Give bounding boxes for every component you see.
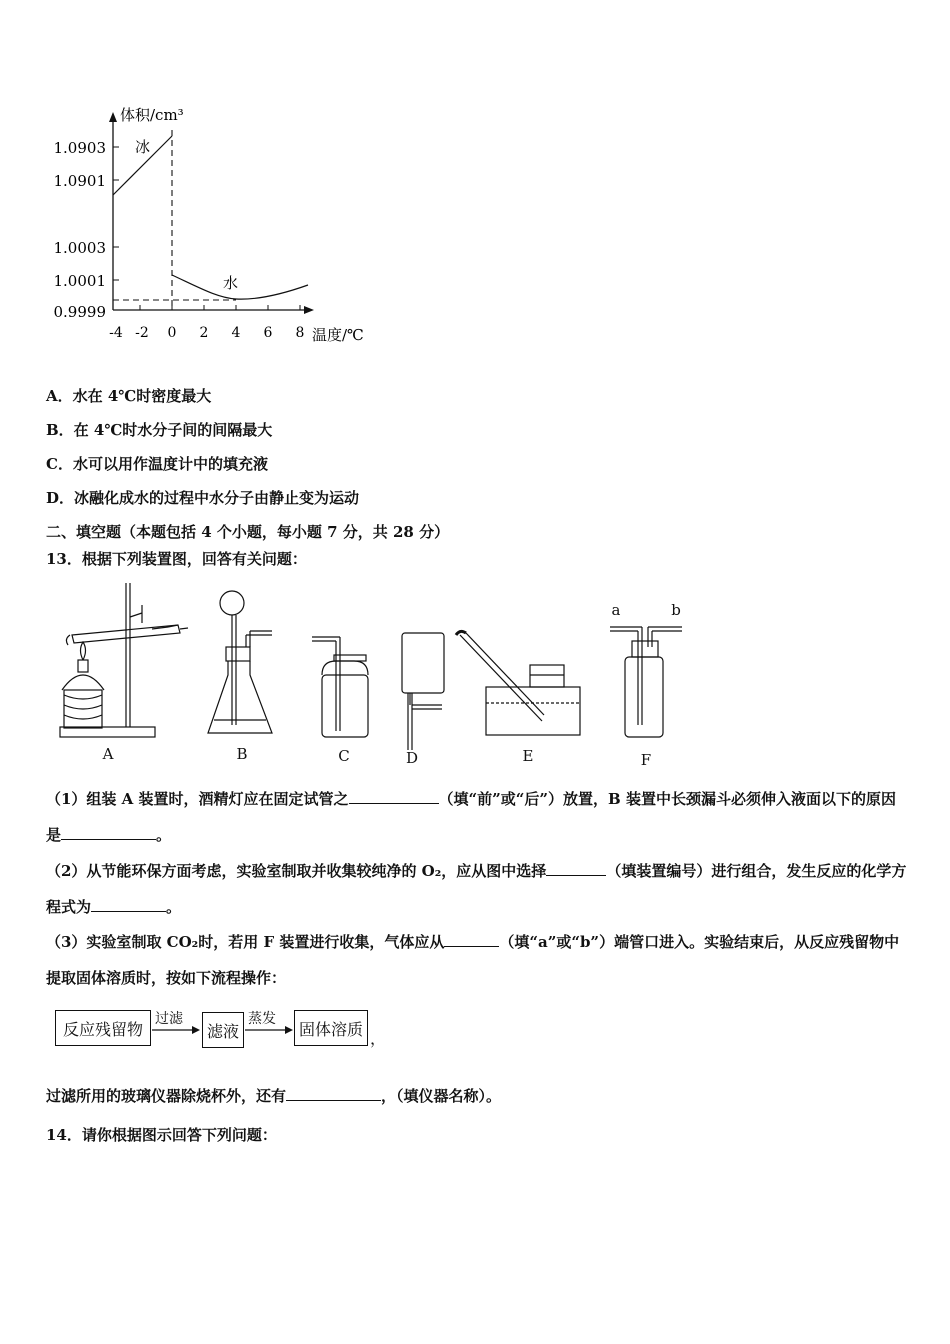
option-d: D．冰融化成水的过程中水分子由静止变为运动 xyxy=(46,489,360,507)
answer-blank-2[interactable] xyxy=(61,825,156,840)
water-label: 水 xyxy=(223,274,239,292)
x-tick-label: 6 xyxy=(263,325,273,341)
q13-part2-text-b: （填装置编号）进行组合，发生反应的化学方程式为 xyxy=(46,862,907,916)
y-tick-label: 1.0901 xyxy=(53,172,106,190)
apparatus-e-drawing xyxy=(456,631,580,735)
f-tube-b-label: b xyxy=(671,601,681,619)
apparatus-f-drawing xyxy=(610,627,682,737)
ice-label: 冰 xyxy=(135,138,151,156)
volume-temperature-graph xyxy=(40,100,400,350)
q13-part4-text-b: ，（填仪器名称）。 xyxy=(381,1087,502,1105)
q13-part1 xyxy=(46,781,908,853)
answer-blank-6[interactable] xyxy=(286,1086,381,1101)
flow-step-filter: 过滤 xyxy=(155,1011,183,1027)
apparatus-b-drawing xyxy=(208,591,272,733)
apparatus-label-e: E xyxy=(522,747,534,765)
flow-box-filtrate: 滤液 xyxy=(202,1012,244,1048)
flow-box-residue: 反应残留物 xyxy=(55,1010,151,1046)
q13-part4 xyxy=(46,1078,908,1114)
apparatus-label-c: C xyxy=(338,747,350,765)
apparatus-label-b: B xyxy=(236,745,248,763)
y-axis-arrow xyxy=(109,112,117,122)
x-axis-label: 温度/℃ xyxy=(312,326,364,344)
apparatus-figure xyxy=(50,575,700,775)
apparatus-d-drawing xyxy=(402,633,444,750)
q13-part4-text-a: 过滤所用的玻璃仪器除烧杯外，还有 xyxy=(46,1087,287,1105)
y-tick-label: 0.9999 xyxy=(53,303,106,321)
q13-part1-text-b: （填“前”或“后”）放置，B 装置中长颈漏斗必须伸入液面以下的原因是 xyxy=(46,790,896,844)
q13-part3-text-b: （填“a”或“b”）端管口进入。实验结束后，从反应残留物中提取固体溶质时，按如下流程操作： xyxy=(46,933,900,987)
flow-box-solute: 固体溶质 xyxy=(294,1010,368,1046)
q13-part2 xyxy=(46,853,908,925)
y-tick-label: 1.0001 xyxy=(53,272,106,290)
apparatus-c-drawing xyxy=(312,637,368,737)
x-tick-label: -2 xyxy=(135,325,149,341)
apparatus-a-drawing xyxy=(60,583,188,737)
x-tick-label: 0 xyxy=(167,325,177,341)
q14-title: 14．请你根据图示回答下列问题： xyxy=(46,1126,277,1144)
apparatus-label-a: A xyxy=(102,745,114,763)
x-axis-arrow xyxy=(304,306,314,314)
answer-blank-3[interactable] xyxy=(546,861,606,876)
answer-blank-1[interactable] xyxy=(349,789,439,804)
option-a: A．水在 4℃时密度最大 xyxy=(46,387,212,405)
q13-title: 13．根据下列装置图，回答有关问题： xyxy=(46,550,307,568)
answer-blank-4[interactable] xyxy=(91,897,166,912)
water-curve xyxy=(172,275,308,299)
flow-arrow-1 xyxy=(150,1018,202,1038)
x-tick-label: -4 xyxy=(109,325,123,341)
flow-trailing-comma: ， xyxy=(370,1029,387,1048)
flow-arrow-2 xyxy=(243,1018,295,1038)
apparatus-label-f: F xyxy=(640,751,652,769)
y-tick-label: 1.0903 xyxy=(53,139,106,157)
section-title: 二、填空题（本题包括 4 个小题，每小题 7 分，共 28 分） xyxy=(46,523,450,541)
y-tick-label: 1.0003 xyxy=(53,239,106,257)
x-tick-label: 2 xyxy=(199,325,209,341)
f-tube-a-label: a xyxy=(611,601,621,619)
apparatus-label-d: D xyxy=(405,749,419,767)
y-axis-label: 体积/cm³ xyxy=(120,106,184,124)
q13-part2-text-a: （2）从节能环保方面考虑，实验室制取并收集较纯净的 O₂，应从图中选择 xyxy=(46,862,547,880)
q13-part1-text-a: （1）组装 A 装置时，酒精灯应在固定试管之 xyxy=(46,790,349,808)
answer-blank-5[interactable] xyxy=(444,932,499,947)
q13-part3 xyxy=(46,924,908,996)
option-c: C．水可以用作温度计中的填充液 xyxy=(46,455,268,473)
q13-part1-text-c: 。 xyxy=(156,826,172,844)
x-tick-label: 8 xyxy=(295,325,305,341)
x-tick-label: 4 xyxy=(231,325,241,341)
flow-step-evaporate: 蒸发 xyxy=(248,1011,276,1027)
q13-part2-text-c: 。 xyxy=(166,898,182,916)
q13-part3-text-a: （3）实验室制取 CO₂时，若用 F 装置进行收集，气体应从 xyxy=(46,933,445,951)
option-b: B．在 4℃时水分子间的间隔最大 xyxy=(46,421,273,439)
